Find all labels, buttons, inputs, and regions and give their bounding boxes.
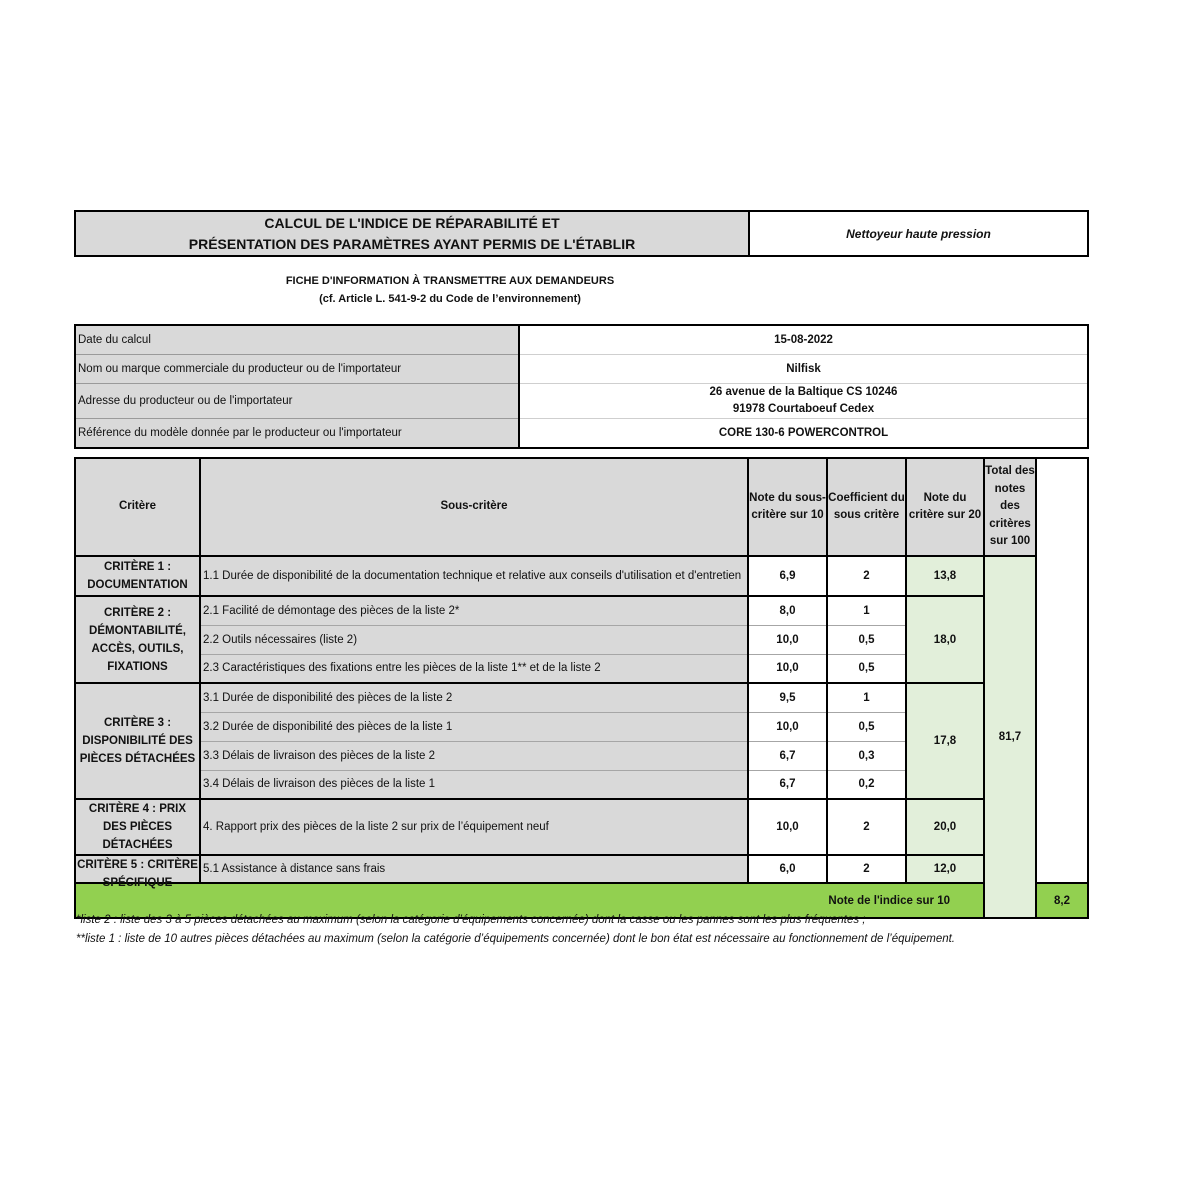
title-line-2: PRÉSENTATION DES PARAMÈTRES AYANT PERMIS DE L'ÉTABLIR bbox=[188, 235, 636, 252]
criterion-label: CRITÈRE 1 : DOCUMENTATION bbox=[75, 556, 200, 596]
info-value bbox=[519, 355, 1088, 384]
table-row bbox=[75, 799, 1088, 855]
footnote-list-2: *liste 2 : liste des 3 à 5 pièces détachées au maximum (selon la catégorie d’équipements concernée) dont la casse ou les pannes sont les plus fréquentes ; bbox=[76, 914, 866, 926]
sub-criterion-note: 6,9 bbox=[748, 556, 827, 596]
header-sous-critere: Sous-critère bbox=[200, 458, 748, 556]
subtitle-line-2: (cf. Article L. 541-9-2 du Code de l’environnement) bbox=[319, 293, 581, 305]
sub-criterion-label: 3.3 Délais de livraison des pièces de la liste 2 bbox=[200, 741, 748, 770]
sub-criterion-label: 3.4 Délais de livraison des pièces de la liste 1 bbox=[200, 770, 748, 799]
criterion-cell bbox=[75, 855, 200, 889]
header-total: Total des notes des critères sur 100 bbox=[984, 458, 1036, 556]
info-value bbox=[519, 325, 1088, 355]
info-table bbox=[74, 324, 1089, 449]
sub-criterion-note: 9,5 bbox=[748, 683, 827, 712]
info-value-line: Nilfisk bbox=[786, 362, 821, 375]
sub-criterion-label: 5.1 Assistance à distance sans frais bbox=[200, 855, 748, 883]
sub-criterion-note: 6,7 bbox=[748, 741, 827, 770]
header-coefficient: Coefficient du sous critère bbox=[827, 458, 906, 556]
info-label: Date du calcul bbox=[75, 325, 519, 355]
address-line-1: 26 avenue de la Baltique CS 10246 bbox=[709, 386, 898, 398]
criterion-score: 18,0 bbox=[906, 596, 984, 683]
criterion-label: CRITÈRE 2 : DÉMONTABILITÉ, ACCÈS, OUTILS, FIXATIONS bbox=[75, 596, 200, 683]
sub-criterion-note: 10,0 bbox=[748, 654, 827, 683]
document-title bbox=[75, 211, 749, 256]
header-note-sous-critere: Note du sous-critère sur 10 bbox=[748, 458, 827, 556]
header-row bbox=[75, 458, 1088, 556]
sub-criterion-coef: 0,3 bbox=[827, 741, 906, 770]
sub-criterion-label: 3.2 Durée de disponibilité des pièces de la liste 1 bbox=[200, 712, 748, 741]
criterion-score: 20,0 bbox=[906, 799, 984, 855]
sub-criterion-coef: 2 bbox=[827, 556, 906, 596]
sub-criterion-coef: 0,2 bbox=[827, 770, 906, 799]
sub-criterion-label: 1.1 Durée de disponibilité de la documentation technique et relative aux conseils d'utilisation et d'entretien bbox=[200, 556, 748, 596]
criterion-label: CRITÈRE 5 : CRITÈRE SPÉCIFIQUE bbox=[77, 859, 198, 889]
sub-criterion-note: 8,0 bbox=[748, 596, 827, 625]
subtitle-line-1: FICHE D'INFORMATION À TRANSMETTRE AUX DEMANDEURS bbox=[285, 275, 615, 287]
footnotes bbox=[76, 911, 1086, 948]
scoring-table bbox=[74, 457, 1089, 919]
header-note-critere: Note du critère sur 20 bbox=[906, 458, 984, 556]
title-line-1: CALCUL DE L'INDICE DE RÉPARABILITÉ ET bbox=[264, 214, 560, 231]
sub-criterion-note: 6,7 bbox=[748, 770, 827, 799]
sub-criterion-coef: 0,5 bbox=[827, 625, 906, 654]
title-block bbox=[74, 210, 1089, 257]
sub-criterion-note: 10,0 bbox=[748, 625, 827, 654]
criterion-score: 17,8 bbox=[906, 683, 984, 799]
sub-criterion-label: 2.1 Facilité de démontage des pièces de la liste 2* bbox=[200, 596, 748, 625]
info-row-brand bbox=[75, 355, 1088, 384]
table-row bbox=[75, 556, 1088, 596]
info-value bbox=[519, 384, 1088, 419]
sub-criterion-coef: 0,5 bbox=[827, 712, 906, 741]
total-score: 81,7 bbox=[984, 556, 1036, 918]
address-line-2: 91978 Courtaboeuf Cedex bbox=[732, 403, 875, 415]
sub-criterion-label: 4. Rapport prix des pièces de la liste 2 sur prix de l’équipement neuf bbox=[200, 799, 748, 855]
info-label: Adresse du producteur ou de l'importateur bbox=[75, 384, 519, 419]
criterion-score: 13,8 bbox=[906, 556, 984, 596]
sub-criterion-coef: 1 bbox=[827, 683, 906, 712]
info-label: Référence du modèle donnée par le producteur ou l'importateur bbox=[75, 419, 519, 449]
sub-criterion-note: 6,0 bbox=[748, 855, 827, 883]
info-row-address bbox=[75, 384, 1088, 419]
sub-criterion-label: 2.3 Caractéristiques des fixations entre les pièces de la liste 1** et de la liste 2 bbox=[200, 654, 748, 683]
sub-criterion-label: 2.2 Outils nécessaires (liste 2) bbox=[200, 625, 748, 654]
info-value-line: 15-08-2022 bbox=[774, 333, 833, 346]
footnote-list-1: **liste 1 : liste de 10 autres pièces détachées au maximum (selon la catégorie d’équipements concernée) dont le bon état est nécessaire au fonctionnement de l’équipement. bbox=[76, 932, 955, 945]
subtitle bbox=[150, 272, 750, 308]
criterion-label: CRITÈRE 3 : DISPONIBILITÉ DES PIÈCES DÉTACHÉES bbox=[75, 683, 200, 799]
product-type: Nettoyeur haute pression bbox=[749, 211, 1088, 256]
final-score-value: 8,2 bbox=[1036, 883, 1088, 918]
sub-criterion-coef: 1 bbox=[827, 596, 906, 625]
info-value bbox=[519, 419, 1088, 449]
header-critere: Critère bbox=[75, 458, 200, 556]
info-value-line: CORE 130-6 POWERCONTROL bbox=[718, 426, 889, 439]
table-row bbox=[75, 596, 1088, 625]
criterion-score: 12,0 bbox=[906, 855, 984, 883]
sub-criterion-note: 10,0 bbox=[748, 799, 827, 855]
sub-criterion-coef: 2 bbox=[827, 855, 906, 883]
table-row bbox=[75, 855, 1088, 883]
info-row-date bbox=[75, 325, 1088, 355]
sub-criterion-coef: 0,5 bbox=[827, 654, 906, 683]
sub-criterion-label: 3.1 Durée de disponibilité des pièces de la liste 2 bbox=[200, 683, 748, 712]
info-label: Nom ou marque commerciale du producteur ou de l'importateur bbox=[75, 355, 519, 384]
criterion-label: CRITÈRE 4 : PRIX DES PIÈCES DÉTACHÉES bbox=[75, 799, 200, 855]
table-row bbox=[75, 683, 1088, 712]
final-score-label: Note de l'indice sur 10 bbox=[75, 883, 984, 918]
sub-criterion-coef: 2 bbox=[827, 799, 906, 855]
sub-criterion-note: 10,0 bbox=[748, 712, 827, 741]
info-row-model bbox=[75, 419, 1088, 449]
